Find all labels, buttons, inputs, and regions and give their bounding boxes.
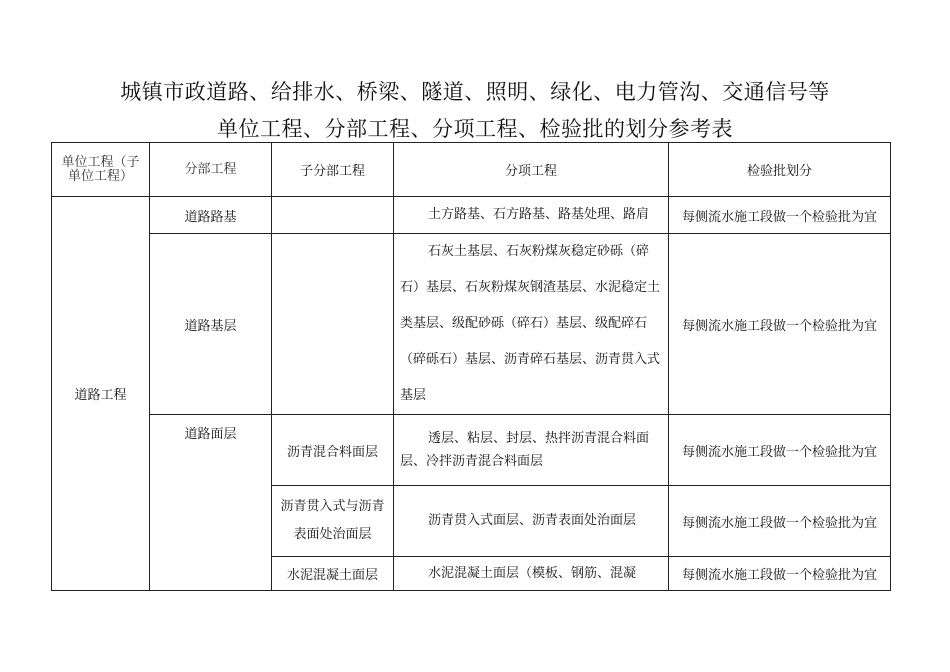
division-cell: 道路面层	[150, 415, 272, 591]
item-cell: 石灰土基层、石灰粉煤灰稳定砂砾（碎石）基层、石灰粉煤灰钢渣基层、水泥稳定土类基层、级配砂砾（碎石）基层、级配碎石（碎砾石）基层、沥青碎石基层、沥青贯入式基层	[394, 234, 669, 415]
document-title-line1: 城镇市政道路、给排水、桥梁、隧道、照明、绿化、电力管沟、交通信号等	[120, 80, 830, 104]
header-unit: 单位工程（子单位工程）	[52, 143, 150, 197]
batch-cell: 每侧流水施工段做一个检验批为宜	[669, 197, 891, 234]
item-cell: 沥青贯入式面层、沥青表面处治面层	[394, 486, 669, 557]
division-cell: 道路路基	[150, 197, 272, 234]
division-cell: 道路基层	[150, 234, 272, 415]
header-subdivision: 子分部工程	[272, 143, 394, 197]
header-item: 分项工程	[394, 143, 669, 197]
document-title-line2: 单位工程、分部工程、分项工程、检验批的划分参考表	[217, 117, 733, 141]
item-cell: 透层、粘层、封层、热拌沥青混合料面层、冷拌沥青混合料面层	[394, 415, 669, 486]
item-cell: 水泥混凝土面层（模板、钢筋、混凝	[394, 557, 669, 591]
batch-cell: 每侧流水施工段做一个检验批为宜	[669, 486, 891, 557]
table-row	[52, 197, 891, 234]
table-row	[52, 234, 891, 415]
header-batch: 检验批划分	[669, 143, 891, 197]
header-division: 分部工程	[150, 143, 272, 197]
subdivision-cell: 沥青混合料面层	[272, 415, 394, 486]
header-row	[52, 143, 891, 197]
subdivision-cell	[272, 234, 394, 415]
batch-cell: 每侧流水施工段做一个检验批为宜	[669, 557, 891, 591]
division-reference-table	[51, 142, 891, 591]
subdivision-cell	[272, 197, 394, 234]
item-cell: 土方路基、石方路基、路基处理、路肩	[394, 197, 669, 234]
subdivision-cell: 水泥混凝土面层	[272, 557, 394, 591]
subdivision-cell: 沥青贯入式与沥青表面处治面层	[272, 486, 394, 557]
unit-name-cell: 道路工程	[52, 197, 150, 591]
batch-cell: 每侧流水施工段做一个检验批为宜	[669, 234, 891, 415]
batch-cell: 每侧流水施工段做一个检验批为宜	[669, 415, 891, 486]
table-row	[52, 415, 891, 486]
